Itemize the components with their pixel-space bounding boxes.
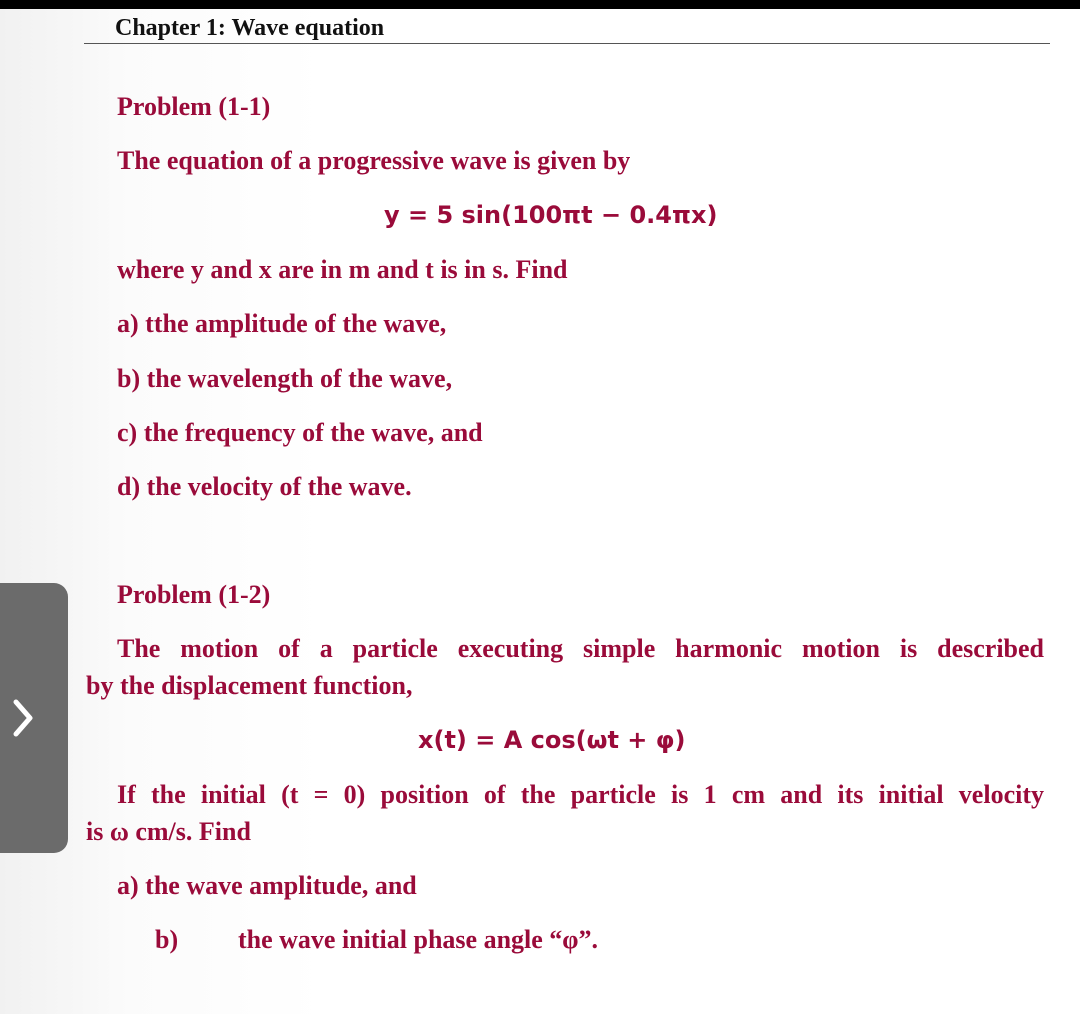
- problem2-intro-line2: by the displacement function,: [86, 671, 413, 700]
- problem1-condition: where y and x are in m and t is in s. Find: [117, 255, 568, 284]
- problem2-item-b: [155, 923, 598, 957]
- item-label: b): [117, 364, 141, 393]
- item-label: d): [117, 472, 141, 501]
- chapter-title: Chapter 1: Wave equation: [115, 15, 385, 41]
- item-text: the frequency of the wave, and: [143, 418, 483, 447]
- problem2-condition-line1: If the initial (t = 0) position of the particle is 1 cm and its initial velocity: [117, 780, 1044, 809]
- problem2-equation: x(t) = A cos(ωt + φ): [418, 726, 686, 754]
- item-text: tthe amplitude of the wave,: [145, 309, 447, 338]
- item-text: the velocity of the wave.: [146, 472, 412, 501]
- problem1-item-b: [117, 362, 452, 396]
- problem2-intro-line1: The motion of a particle executing simple harmonic motion is described: [117, 634, 1044, 663]
- chevron-right-icon: [12, 698, 34, 738]
- problem1-equation: y = 5 sin(100πt − 0.4πx): [384, 201, 718, 229]
- problem1-intro: The equation of a progressive wave is given by: [117, 146, 631, 175]
- problem1-item-c: [117, 416, 483, 450]
- problem2-title: Problem (1-2): [117, 580, 271, 609]
- item-text: the wave amplitude, and: [145, 871, 417, 900]
- item-label: b): [155, 925, 179, 954]
- problem2-item-a: [117, 869, 417, 903]
- problem2-condition-line2: is ω cm/s. Find: [86, 817, 251, 846]
- item-text: the wavelength of the wave,: [146, 364, 453, 393]
- item-label: a): [117, 309, 139, 338]
- problem1-item-d: [117, 470, 412, 504]
- problem1-item-a: [117, 307, 446, 341]
- header-rule: [84, 43, 1050, 44]
- problem1-title: Problem (1-1): [117, 92, 271, 121]
- item-label: a): [117, 871, 139, 900]
- side-panel-tab[interactable]: [0, 583, 68, 853]
- item-text: the wave initial phase angle “φ”.: [238, 925, 599, 954]
- item-label: c): [117, 418, 138, 447]
- top-bar: [0, 0, 1080, 9]
